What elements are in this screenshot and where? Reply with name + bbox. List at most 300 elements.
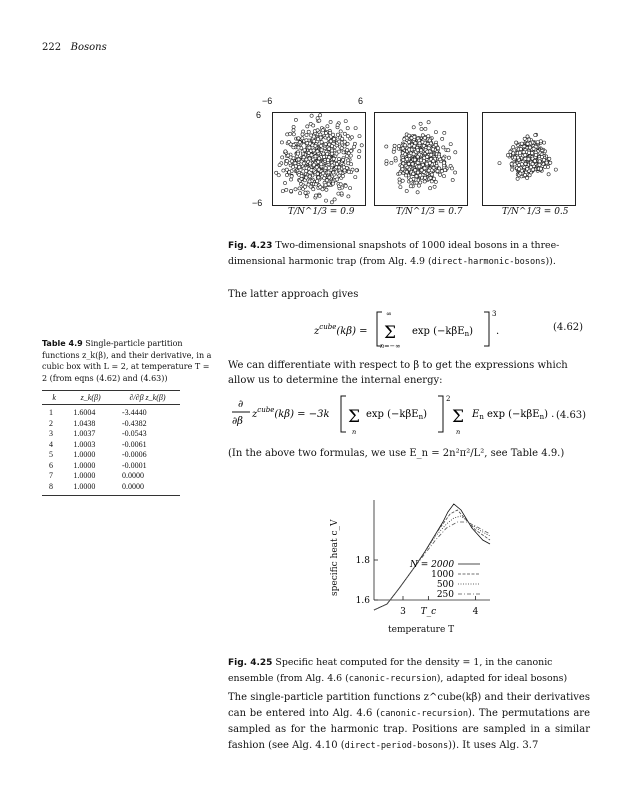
figure-4-25-caption <box>228 655 590 687</box>
boson-point <box>412 153 415 156</box>
boson-point <box>314 183 317 186</box>
boson-point <box>355 169 358 172</box>
boson-point <box>349 187 352 190</box>
boson-point <box>416 161 419 164</box>
boson-point <box>335 152 338 155</box>
page-number: 222 <box>42 42 62 53</box>
boson-point <box>531 152 534 155</box>
boson-point <box>424 127 427 130</box>
boson-point <box>528 174 531 177</box>
table-cell: 3 <box>49 429 53 438</box>
page-header <box>42 42 107 53</box>
table-cell: 1.0037 <box>73 429 96 438</box>
eq462-body: exp (−kβE$_n$) <box>412 326 473 338</box>
boson-point <box>312 188 315 191</box>
equation-4-62-svg <box>300 306 590 350</box>
boson-point <box>527 151 530 154</box>
boson-point <box>347 195 350 198</box>
boson-point <box>424 176 427 179</box>
boson-point <box>304 191 307 194</box>
boson-point <box>340 192 343 195</box>
chart-x-tick-label: T_c <box>420 607 437 617</box>
boson-point <box>420 149 423 152</box>
boson-point <box>349 154 352 157</box>
boson-point <box>314 194 317 197</box>
eq462-power: 3 <box>492 310 497 318</box>
boson-point <box>447 156 450 159</box>
boson-point <box>423 180 426 183</box>
boson-point <box>510 162 513 165</box>
boson-point <box>454 151 457 154</box>
boson-point <box>343 145 346 148</box>
chart-x-tick-label: 4 <box>472 607 479 617</box>
chart-ylabel: specific heat c_V <box>330 519 340 596</box>
eq463-bracket-right <box>438 396 443 432</box>
boson-point <box>335 162 338 165</box>
paragraph-final <box>228 690 590 754</box>
boson-point <box>346 148 349 151</box>
boson-point <box>434 180 437 183</box>
table-cell: -3.4440 <box>121 408 147 417</box>
boson-point <box>407 140 410 143</box>
table-row <box>42 482 180 496</box>
table-row <box>42 419 180 430</box>
boson-point <box>298 187 301 190</box>
table-cell: -0.0543 <box>121 429 147 438</box>
boson-point <box>409 178 412 181</box>
boson-point <box>533 159 536 162</box>
specific-heat-chart <box>340 496 500 626</box>
boson-point <box>338 140 341 143</box>
figure-4-23-text: Two-dimensional snapshots of 1000 ideal bosons in a three-dimensional harmonic trap (from Alg. 4.9 ( <box>228 240 560 267</box>
chart-series-line <box>374 504 490 610</box>
boson-point <box>542 158 545 161</box>
paragraph-latter: The latter approach gives <box>228 289 359 300</box>
boson-point <box>326 125 329 128</box>
boson-point <box>512 146 515 149</box>
eq463-lhs: $z^{cube}(k\beta) = -3k$ <box>252 406 330 420</box>
boson-point <box>408 148 411 151</box>
boson-point <box>353 142 356 145</box>
boson-point <box>431 148 434 151</box>
boson-point <box>526 167 529 170</box>
boson-point <box>320 149 323 152</box>
boson-point <box>305 133 308 136</box>
boson-point <box>286 160 289 163</box>
boson-point <box>317 138 320 141</box>
boson-point <box>526 142 529 145</box>
boson-point <box>539 167 542 170</box>
boson-point <box>319 114 322 117</box>
table-cell: 4 <box>49 439 53 449</box>
boson-point <box>297 158 300 161</box>
boson-point <box>297 146 300 149</box>
boson-point <box>538 160 541 163</box>
axis-max-left: 6 <box>256 110 262 120</box>
boson-point <box>520 163 523 166</box>
boson-point <box>330 149 333 152</box>
boson-point <box>414 142 417 145</box>
paragraph-final-code-1: canonic-recursion <box>380 709 468 719</box>
boson-point <box>308 175 311 178</box>
boson-point <box>318 194 321 197</box>
boson-point <box>308 146 311 149</box>
boson-point <box>398 144 401 147</box>
boson-point <box>339 130 342 133</box>
boson-point <box>449 143 452 146</box>
boson-point <box>405 189 408 192</box>
boson-point <box>314 155 317 158</box>
boson-point <box>357 155 360 158</box>
boson-point <box>430 153 433 156</box>
boson-point <box>287 140 290 143</box>
boson-point <box>307 183 310 186</box>
boson-point <box>417 184 420 187</box>
boson-point <box>426 150 429 153</box>
boson-point <box>523 137 526 140</box>
table-cell: -0.0001 <box>121 460 147 470</box>
boson-point <box>554 168 557 171</box>
table-header-zk: z_k(β) <box>80 393 101 402</box>
boson-point <box>519 147 522 150</box>
table-header-k: k <box>52 393 56 402</box>
boson-point <box>300 174 303 177</box>
section-title: Bosons <box>70 42 107 53</box>
boson-point <box>305 195 308 198</box>
boson-point <box>401 168 404 171</box>
boson-point <box>330 152 333 155</box>
table-cell: 1.0000 <box>73 471 96 480</box>
table-4-9-label: Table 4.9 <box>42 339 83 348</box>
eq462-bracket-right <box>484 312 489 346</box>
boson-point <box>427 169 430 172</box>
boson-point <box>297 137 300 140</box>
table-cell: 2 <box>49 418 53 428</box>
boson-point <box>412 126 415 129</box>
boson-point <box>536 141 539 144</box>
snapshot-label-3: T/N^1/3 = 0.5 <box>502 207 569 217</box>
snapshot-panel-2 <box>374 112 468 206</box>
boson-point <box>286 133 289 136</box>
boson-point <box>531 162 534 165</box>
figure-4-25-end: ), adapted for ideal bosons) <box>436 673 568 684</box>
boson-point <box>332 171 335 174</box>
boson-point <box>409 185 412 188</box>
boson-point <box>303 185 306 188</box>
boson-point <box>404 144 407 147</box>
figure-4-23-caption <box>228 238 588 270</box>
paragraph-differentiate: We can differentiate with respect to β to get the expressions which allow us to determine the internal energy: <box>228 360 568 386</box>
boson-point <box>292 125 295 128</box>
eq463-sub-1: n <box>352 428 357 436</box>
boson-point <box>402 158 405 161</box>
boson-point <box>419 159 422 162</box>
boson-point <box>302 162 305 165</box>
eq463-sub-2: n <box>456 428 461 436</box>
boson-point <box>330 201 333 204</box>
boson-point <box>333 137 336 140</box>
boson-point <box>343 169 346 172</box>
boson-point <box>513 163 516 166</box>
boson-point <box>546 165 549 168</box>
boson-point <box>342 166 345 169</box>
boson-point <box>534 153 537 156</box>
boson-point <box>344 184 347 187</box>
equation-4-62 <box>300 306 590 350</box>
boson-point <box>278 164 281 167</box>
boson-point <box>329 131 332 134</box>
boson-point <box>427 135 430 138</box>
equation-4-63-svg <box>228 392 558 438</box>
table-cell: 1.0000 <box>73 460 96 470</box>
boson-point <box>309 162 312 165</box>
table-header-dzk: ∂/∂β z_k(β) <box>129 393 166 402</box>
figure-4-23-label: Fig. 4.23 <box>228 241 273 251</box>
boson-point <box>385 162 388 165</box>
boson-point <box>321 188 324 191</box>
table-row <box>42 429 180 440</box>
table-4-9 <box>42 390 180 496</box>
boson-point <box>539 140 542 143</box>
boson-point <box>341 175 344 178</box>
boson-point <box>326 152 329 155</box>
boson-point <box>346 127 349 130</box>
boson-point <box>511 168 514 171</box>
boson-point <box>289 178 292 181</box>
boson-point <box>393 144 396 147</box>
boson-point <box>443 131 446 134</box>
boson-point <box>333 198 336 201</box>
boson-point <box>347 170 350 173</box>
boson-point <box>325 188 328 191</box>
boson-point <box>285 173 288 176</box>
snapshot-scatter-2 <box>375 113 467 205</box>
boson-point <box>350 136 353 139</box>
boson-point <box>320 144 323 147</box>
boson-point <box>318 157 321 160</box>
boson-point <box>331 182 334 185</box>
boson-point <box>324 166 327 169</box>
chart-legend-label: 250 <box>436 590 454 600</box>
boson-point <box>434 131 437 134</box>
boson-point <box>432 159 435 162</box>
boson-point <box>419 122 422 125</box>
eq463-sum-1: Σ <box>348 407 361 427</box>
boson-point <box>398 172 401 175</box>
boson-point <box>285 188 288 191</box>
boson-point <box>284 150 287 153</box>
eq463-partial-top: ∂ <box>238 399 244 410</box>
boson-point <box>506 154 509 157</box>
table-cell: 1.0438 <box>73 418 96 428</box>
boson-point <box>385 145 388 148</box>
boson-point <box>432 177 435 180</box>
chart-y-tick-label: 1.6 <box>355 596 370 606</box>
boson-point <box>324 199 327 202</box>
table-row <box>42 461 180 472</box>
boson-point <box>331 164 334 167</box>
boson-point <box>324 131 327 134</box>
boson-point <box>447 149 450 152</box>
boson-point <box>398 181 401 184</box>
boson-point <box>436 169 439 172</box>
eq463-tail: $E_n$ exp (−kβE$_n$) . <box>472 409 555 421</box>
boson-point <box>316 117 319 120</box>
boson-point <box>277 174 280 177</box>
boson-point <box>394 157 397 160</box>
eq463-bracket-left <box>341 396 346 432</box>
boson-point <box>288 171 291 174</box>
snapshot-scatter-1 <box>273 113 365 205</box>
axis-min-left: −6 <box>252 198 263 208</box>
boson-point <box>289 132 292 135</box>
boson-point <box>358 150 361 153</box>
boson-point <box>524 157 527 160</box>
boson-point <box>418 153 421 156</box>
boson-point <box>454 171 457 174</box>
eq462-lhs: $z^{cube}(k\beta)$ = <box>314 323 368 337</box>
table-4-9-caption-text: Single-particle partition functions z_k(β), and their derivative, in a cubic box with L = 2, at temperature T = 2 (from eqns (4.62) and (4.63)) <box>42 339 212 383</box>
boson-point <box>428 162 431 165</box>
snapshot-label-1: T/N^1/3 = 0.9 <box>288 207 355 217</box>
boson-point <box>282 169 285 172</box>
boson-point <box>317 176 320 179</box>
eq463-inner: exp (−kβE$_n$) <box>366 409 427 421</box>
boson-point <box>423 167 426 170</box>
table-row <box>42 405 180 419</box>
paragraph-formulas: (In the above two formulas, we use E_n = 2n²π²/L², see Table 4.9.) <box>228 448 565 459</box>
boson-point <box>303 149 306 152</box>
boson-point <box>401 179 404 182</box>
boson-point <box>498 162 501 165</box>
boson-point <box>524 154 527 157</box>
boson-point <box>328 176 331 179</box>
boson-point <box>416 149 419 152</box>
boson-point <box>520 142 523 145</box>
boson-point <box>430 180 433 183</box>
eq462-sum-top: ∞ <box>386 310 392 318</box>
boson-point <box>451 178 454 181</box>
boson-point <box>515 141 518 144</box>
boson-point <box>289 156 292 159</box>
boson-point <box>294 162 297 165</box>
figure-4-25-code: canonic-recursion <box>348 674 437 684</box>
boson-point <box>418 142 421 145</box>
boson-point <box>416 191 419 194</box>
boson-point <box>405 158 408 161</box>
boson-point <box>326 159 329 162</box>
boson-point <box>346 135 349 138</box>
boson-point <box>433 185 436 188</box>
boson-point <box>407 162 410 165</box>
eq462-sum: Σ <box>384 323 397 343</box>
boson-point <box>518 151 521 154</box>
boson-point <box>428 139 431 142</box>
boson-point <box>443 169 446 172</box>
boson-point <box>354 176 357 179</box>
paragraph-final-code-2: direct-period-bosons <box>344 741 449 751</box>
boson-point <box>420 127 423 130</box>
boson-point <box>342 158 345 161</box>
boson-point <box>346 142 349 145</box>
boson-point <box>332 157 335 160</box>
eq462-bracket-left <box>377 312 382 346</box>
boson-point <box>426 155 429 158</box>
boson-point <box>545 161 548 164</box>
boson-point <box>344 120 347 123</box>
table-body <box>42 405 180 496</box>
boson-point <box>347 162 350 165</box>
figure-4-25-label: Fig. 4.25 <box>228 658 273 668</box>
boson-point <box>412 172 415 175</box>
boson-point <box>547 173 550 176</box>
boson-point <box>342 151 345 154</box>
boson-point <box>329 140 332 143</box>
boson-point <box>337 192 340 195</box>
boson-point <box>328 147 331 150</box>
boson-point <box>292 143 295 146</box>
boson-point <box>339 183 342 186</box>
table-cell: 6 <box>49 460 53 470</box>
boson-point <box>441 137 444 140</box>
boson-point <box>532 147 535 150</box>
boson-point <box>311 144 314 147</box>
boson-point <box>509 150 512 153</box>
table-cell: 1.0000 <box>73 450 96 459</box>
boson-point <box>336 178 339 181</box>
boson-point <box>437 155 440 158</box>
boson-point <box>312 124 315 127</box>
boson-point <box>310 154 313 157</box>
boson-point <box>308 180 311 183</box>
eq463-power: 2 <box>446 395 451 403</box>
boson-point <box>408 144 411 147</box>
boson-point <box>427 147 430 150</box>
eq462-sum-bottom: n=−∞ <box>380 342 401 350</box>
boson-point <box>281 190 284 193</box>
boson-point <box>329 120 332 123</box>
table-cell: 1.0003 <box>73 439 96 449</box>
table-cell: 0.0000 <box>121 481 144 491</box>
table-cell: 1.0000 <box>73 481 96 491</box>
boson-point <box>290 175 293 178</box>
boson-point <box>320 163 323 166</box>
boson-point <box>298 141 301 144</box>
boson-point <box>323 155 326 158</box>
boson-point <box>298 166 301 169</box>
boson-point <box>416 171 419 174</box>
boson-point <box>360 144 363 147</box>
boson-point <box>442 146 445 149</box>
boson-point <box>316 180 319 183</box>
boson-point <box>313 140 316 143</box>
chart-y-tick-label: 1.8 <box>355 556 370 566</box>
boson-point <box>343 132 346 135</box>
boson-point <box>526 135 529 138</box>
boson-point <box>404 153 407 156</box>
eq463-sum-2: Σ <box>452 407 465 427</box>
boson-point <box>522 151 525 154</box>
boson-point <box>292 133 295 136</box>
boson-point <box>534 134 537 137</box>
boson-point <box>528 146 531 149</box>
boson-point <box>320 141 323 144</box>
boson-point <box>310 114 313 117</box>
boson-point <box>354 127 357 130</box>
paragraph-final-2: ). The permutations are sampled as for the harmonic trap. Positions are sampled in a similar fashion (see Alg. 4.10 ( <box>228 708 590 751</box>
boson-point <box>316 129 319 132</box>
boson-point <box>392 150 395 153</box>
